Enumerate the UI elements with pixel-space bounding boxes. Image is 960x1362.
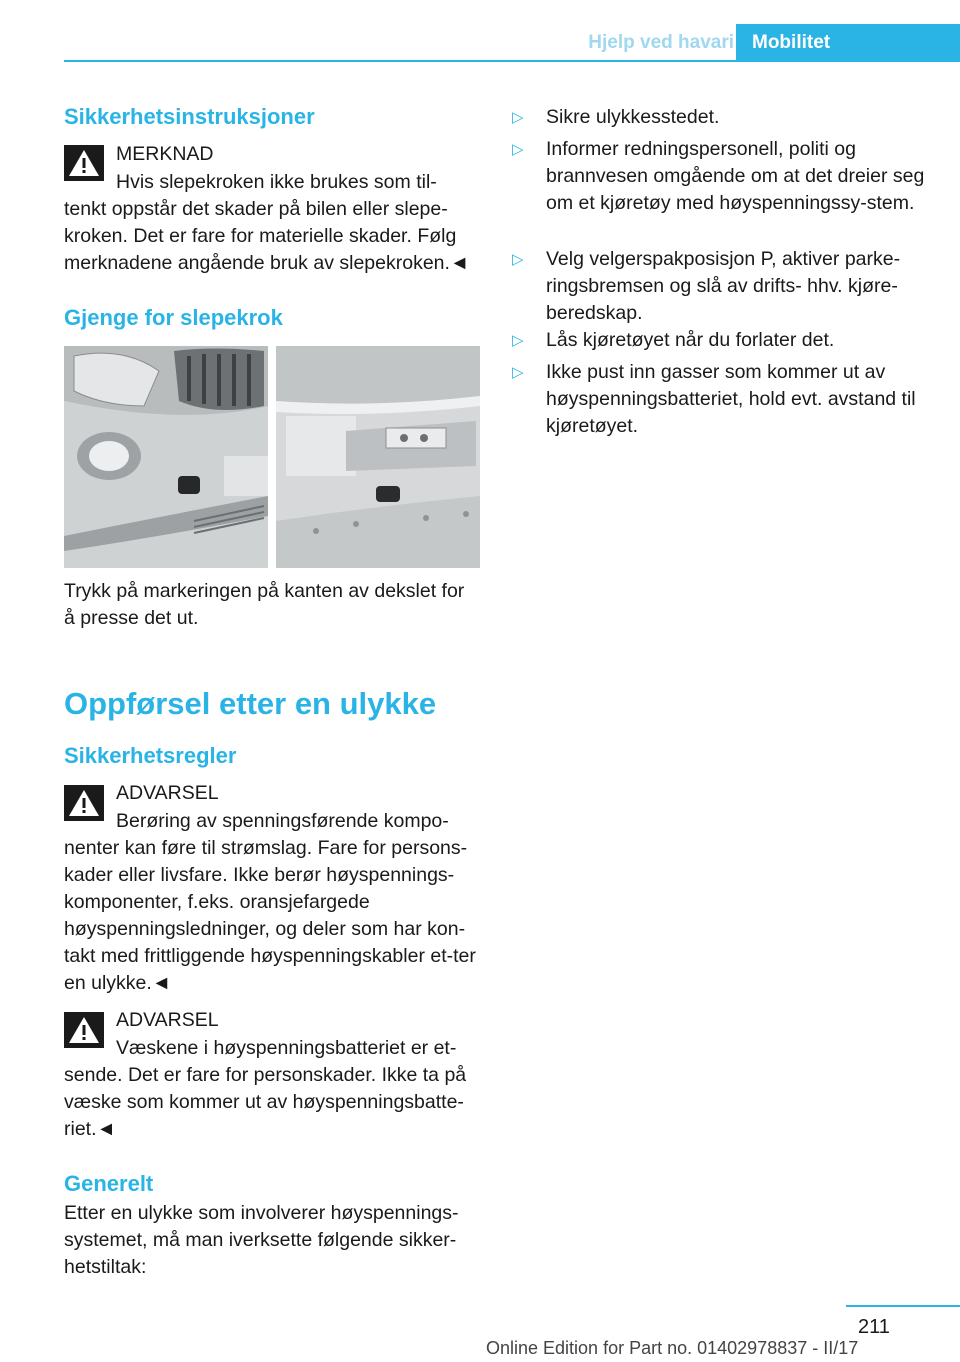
list-item-text: Sikre ulykkesstedet. (546, 106, 720, 128)
notice-text-first: Hvis slepekroken ikke brukes som til- (116, 171, 437, 193)
warning-triangle-icon (64, 785, 104, 821)
page-number: 211 (858, 1316, 890, 1338)
bullet-triangle-icon: ▷ (512, 141, 524, 158)
warning-triangle-icon (64, 1012, 104, 1048)
general-text: Etter en ulykke som involverer høyspennings-systemet, må man iverksette følgende sikker-hetstiltak: (64, 1202, 459, 1278)
footer-rule (846, 1305, 960, 1307)
page-header (0, 0, 960, 62)
warning-triangle-icon (64, 145, 104, 181)
list-item-text: Velg velgerspakposisjon P, aktiver parke-ringsbremsen og slå av drifts- hhv. kjøre-beredskap. (546, 248, 901, 324)
list-item (512, 104, 932, 131)
general-heading: Generelt (64, 1171, 154, 1196)
list-item-text: Ikke pust inn gasser som kommer ut av høyspenningsbatteriet, hold evt. avstand til kjøretøyet. (546, 361, 916, 437)
list-item (512, 359, 932, 440)
safety-instructions-heading: Sikkerhetsinstruksjoner (64, 104, 315, 129)
list-item-text: Informer redningspersonell, politi og brannvesen omgående om at det dreier seg om et kjøretøy med høyspenningssy-stem. (546, 138, 925, 214)
bullet-triangle-icon: ▷ (512, 364, 524, 381)
list-item (512, 246, 932, 327)
edition-note: Online Edition for Part no. 01402978837 - II/17 (486, 1338, 859, 1358)
warning1-text: nenter kan føre til strømslag. Fare for persons-kader eller livsfare. Ikke berør høyspennings-komponenter, f.eks. oransjefargede høyspenningsledninger, og deler som har kon-takt med frittliggende høyspenningskabler et-ter en ulykke.◄ (64, 837, 476, 994)
bullet-triangle-icon: ▷ (512, 332, 524, 349)
breadcrumb-section[interactable]: Hjelp ved havari (548, 24, 734, 62)
warning1-text-first: Berøring av spenningsførende kompo- (116, 810, 449, 832)
warning2-text: sende. Det er fare for personskader. Ikke ta på væske som kommer ut av høyspenningsbatte-riet.◄ (64, 1064, 467, 1140)
after-accident-heading: Oppførsel etter en ulykke (64, 686, 437, 721)
photo-caption: Trykk på markeringen på kanten av dekslet for å presse det ut. (64, 580, 465, 629)
list-item-text: Lås kjøretøyet når du forlater det. (546, 329, 835, 351)
tow-hook-thread-heading: Gjenge for slepekrok (64, 305, 283, 330)
rear-bumper-photo-right (276, 346, 480, 568)
safety-rules-heading: Sikkerhetsregler (64, 743, 237, 768)
warning1-label: ADVARSEL (116, 782, 219, 804)
header-rule (64, 60, 960, 62)
notice-label: MERKNAD (116, 143, 214, 165)
bullet-triangle-icon: ▷ (512, 251, 524, 268)
front-bumper-photo-left (64, 346, 268, 568)
warning2-text-first: Væskene i høyspenningsbatteriet er et- (116, 1037, 457, 1059)
list-item (512, 327, 932, 354)
breadcrumb-chapter[interactable]: Mobilitet (736, 24, 960, 62)
list-item (512, 136, 932, 217)
notice-text: tenkt oppstår det skader på bilen eller slepe-kroken. Det er fare for materielle skader. Følg merknadene angående bruk av slepekroken.◄ (64, 198, 470, 274)
bullet-triangle-icon: ▷ (512, 109, 524, 126)
warning2-label: ADVARSEL (116, 1009, 219, 1031)
